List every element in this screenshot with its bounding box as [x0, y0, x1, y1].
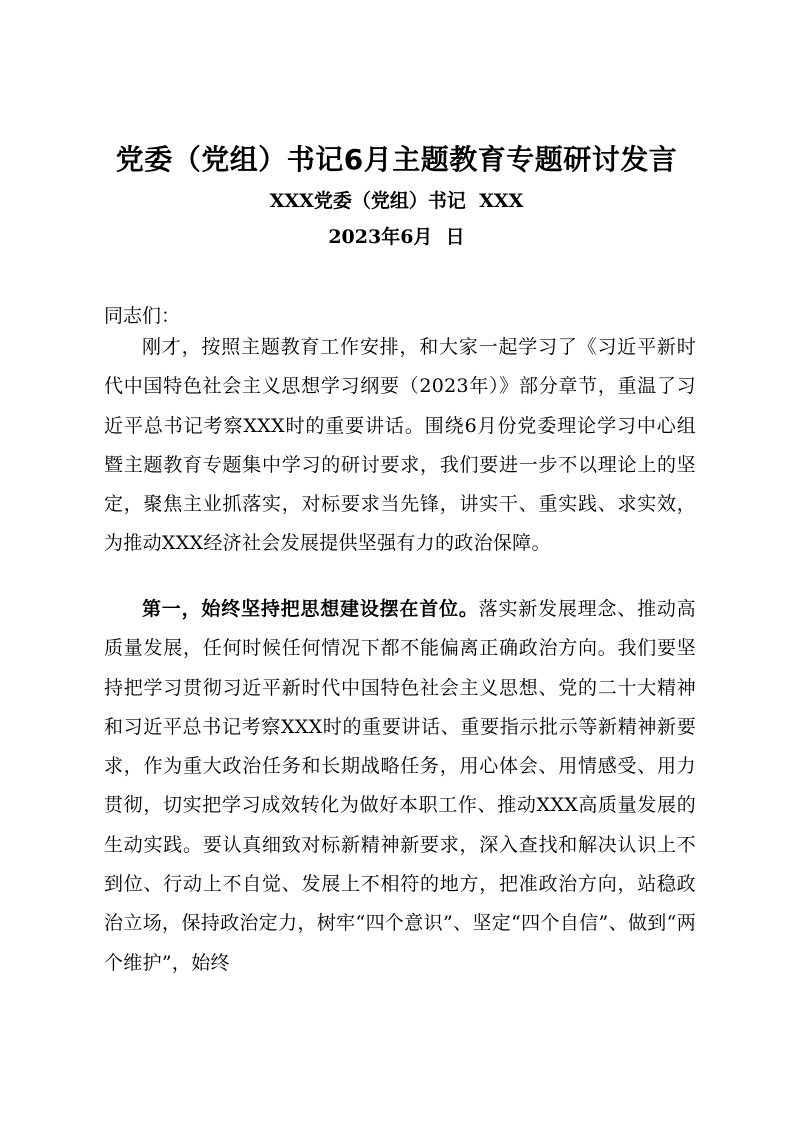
- author-line: XXX党委（党组）书记 XXX: [269, 190, 524, 212]
- paragraph-opening: [104, 328, 696, 564]
- paragraph-text: 落实新发展理念、推动高质量发展，任何时候任何情况下都不能偏离正确政治方向。我们要坚持把学习贯彻习近平新时代中国特色社会主义思想、党的二十大精神和习近平总书记考察XXX时的重要讲话、重要指示批示等新精神新要求，作为重大政治任务和长期战略任务，用心体会、用情感受、用力贯彻，切实把学习成效转化为做好本职工作、推动XXX高质量发展的生动实践。要认真细致对标新精神新要求，深入查找和解决认识上不到位、行动上不自觉、发展上不相符的地方，把准政治方向，站稳政治立场，保持政治定力，树牢“四个意识”、坚定“四个自信”、做到“两个维护”，始终: [104, 598, 696, 974]
- document-title: 党委（党组）书记6月主题教育专题研讨发言: [115, 143, 678, 176]
- paragraph-text: 刚才，按照主题教育工作安排，和大家一起学习了《习近平新时代中国特色社会主义思想学习纲要（2023年）》部分章节，重温了习近平总书记考察XXX时的重要讲话。围绕6月份党委理论学习中心组暨主题教育专题集中学习的研讨要求，我们要进一步不以理论上的坚定，聚焦主业抓落实，对标要求当先锋，讲实干、重实践、求实效，为推动XXX经济社会发展提供坚强有力的政治保障。: [104, 336, 696, 555]
- salutation: 同志们：: [104, 305, 181, 327]
- paragraph-lead-heading: 第一，始终坚持把思想建设摆在首位。: [142, 598, 479, 620]
- paragraph-first-point: [104, 590, 696, 983]
- date-line: 2023年6月 日: [328, 226, 465, 248]
